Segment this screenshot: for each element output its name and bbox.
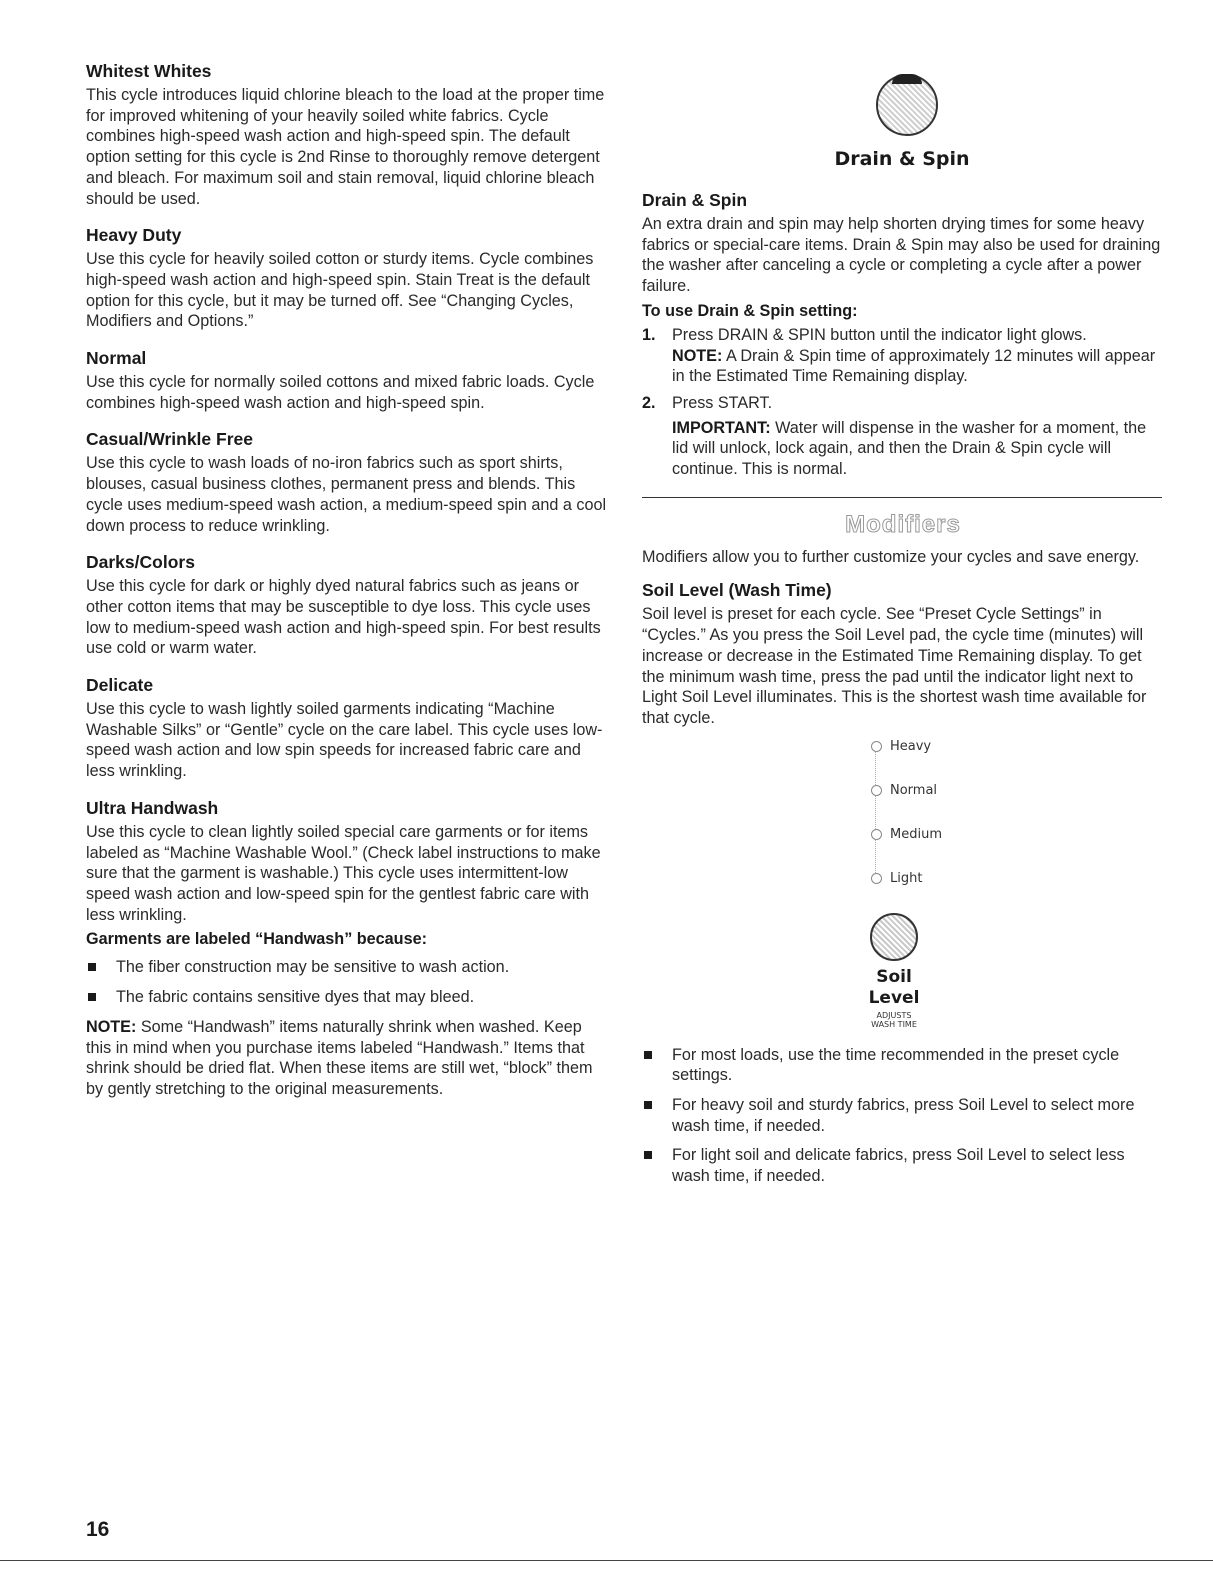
soil-level-normal (871, 783, 937, 798)
soil-level-figure (642, 735, 1164, 1045)
list-item-text: The fiber construction may be sensitive to wash action. (116, 958, 510, 977)
soil-level-label: Medium (890, 826, 942, 842)
note-text: Some “Handwash” items naturally shrink when washed. Keep this in mind when you purchase items labeled “Handwash.” Items that shrink should be dried flat. When these items are still wet, “block” them by gently stretching to the original measurements. (86, 1017, 593, 1098)
step-text: Press START. (672, 393, 773, 412)
section-heading: Delicate (86, 675, 154, 696)
step-item (642, 325, 1164, 387)
bullet-icon (88, 963, 96, 971)
soil-level-track (875, 745, 876, 877)
note-label: NOTE: (672, 346, 723, 365)
section-text: Use this cycle to wash loads of no-iron fabrics such as sport shirts, blouses, casual business clothes, permanent press and blends. This cycle uses medium-speed wash action, a medium-speed spin and a cool down process to reduce wrinkling. (86, 454, 607, 535)
list-item-text: The fabric contains sensitive dyes that may bleed. (116, 988, 475, 1007)
indicator-light-icon (871, 873, 882, 884)
note-text: Water will dispense in the washer for a moment, the lid will unlock, lock again, and then the Drain & Spin cycle will continue. This is normal. (672, 418, 1147, 479)
list-item-text: For light soil and delicate fabrics, press Soil Level to select less wash time, if needed. (672, 1146, 1125, 1186)
note-text: A Drain & Spin time of approximately 12 minutes will appear in the Estimated Time Remaining display. (672, 346, 1156, 386)
section-casual-wrinkle-free (86, 428, 608, 536)
divider (642, 497, 1162, 498)
section-text: Use this cycle to clean lightly soiled special care garments or for items labeled as “Machine Washable Wool.” (Check label instructions to make sure that the garment is washable.) This cycle uses intermittent-low speed wash action and low-speed spin for the gentlest fabric care with less wrinkling. (86, 822, 601, 924)
section-heading: Darks/Colors (86, 552, 195, 573)
handwash-note (86, 1017, 608, 1100)
soil-level-medium (871, 827, 942, 842)
step-number: 2. (642, 393, 656, 412)
soil-level-knob-icon (870, 913, 918, 961)
section-ultra-handwash (86, 797, 608, 926)
soil-level-bullet-list (642, 1045, 1164, 1187)
section-heading: Drain & Spin (642, 190, 748, 210)
section-darks-colors (86, 551, 608, 659)
section-heavy-duty (86, 224, 608, 332)
section-heading: Ultra Handwash (86, 797, 219, 818)
drain-spin-figure (752, 64, 1052, 189)
section-text: This cycle introduces liquid chlorine bleach to the load at the proper time for improved whitening of your heavily soiled white fabrics. Cycle combines high-speed wash action and high-speed spin. The default option setting for this cycle is 2nd Rinse to thoroughly remove detergent and bleach. For maximum soil and stain removal, liquid chlorine bleach should be used. (86, 86, 605, 208)
bottom-rule (0, 1560, 1213, 1561)
drain-spin-figure-label: Drain & Spin (834, 148, 970, 170)
list-item (642, 1145, 1164, 1186)
list-item (86, 987, 608, 1008)
step-number: 1. (642, 325, 656, 344)
section-text: Use this cycle for heavily soiled cotton or sturdy items. Cycle combines high-speed wash action and high-speed spin. Stain Treat is the default option for this cycle, but it may be turned off. See “Changing Cycles, Modifiers and Options.” (86, 250, 594, 331)
list-item-text: For most loads, use the time recommended in the preset cycle settings. (672, 1045, 1120, 1085)
note-label: IMPORTANT: (672, 418, 771, 437)
drain-spin-steps (642, 325, 1164, 480)
section-heading: Whitest Whites (86, 61, 212, 81)
section-normal (86, 347, 608, 413)
soil-level-label: Light (890, 870, 923, 886)
indicator-light-icon (871, 741, 882, 752)
indicator-light-icon (871, 785, 882, 796)
soil-knob-sublabel: ADJUSTS (876, 1010, 912, 1020)
section-heading: Heavy Duty (86, 225, 182, 246)
section-whitest-whites (86, 60, 608, 209)
modifiers-intro: Modifiers allow you to further customize your cycles and save energy. (642, 547, 1140, 566)
bullet-icon (644, 1101, 652, 1109)
soil-knob-sublabel: WASH TIME (871, 1019, 917, 1029)
note-label: NOTE: (86, 1017, 137, 1036)
section-drain-spin (642, 189, 1164, 297)
section-text: Use this cycle for dark or highly dyed natural fabrics such as jeans or other cotton items that may be susceptible to dye loss. This cycle uses low to medium-speed wash action and high-speed spin. For best results use cold or warm water. (86, 577, 601, 658)
soil-knob-label: Level (868, 987, 920, 1008)
handwash-subhead: Garments are labeled “Handwash” because: (86, 930, 427, 949)
bullet-icon (88, 993, 96, 1001)
left-column (86, 60, 608, 1100)
step-item (642, 393, 1164, 480)
soil-level-label: Heavy (890, 738, 932, 754)
section-heading: Casual/Wrinkle Free (86, 429, 253, 450)
step-note (672, 346, 1164, 387)
modifiers-title: Modifiers (845, 510, 961, 538)
soil-level-label: Normal (890, 782, 938, 798)
section-delicate (86, 674, 608, 782)
drain-spin-knob-icon (876, 74, 938, 136)
section-text: An extra drain and spin may help shorten drying times for some heavy fabrics or special-care items. Drain & Spin may also be used for draining the washer after canceling a cycle or completing a cycle after a power failure. (642, 215, 1161, 296)
handwash-bullet-list (86, 957, 608, 1007)
section-heading: Normal (86, 348, 147, 369)
section-heading: Soil Level (Wash Time) (642, 580, 832, 601)
section-text: Use this cycle to wash lightly soiled garments indicating “Machine Washable Silks” or “Gentle” cycle on the care label. This cycle uses low-speed wash action and low spin speeds for increased fabric care and less wrinkling. (86, 700, 603, 781)
step-note (672, 418, 1164, 480)
section-soil-level (642, 579, 1164, 728)
section-text: Soil level is preset for each cycle. See “Preset Cycle Settings” in “Cycles.” As you press the Soil Level pad, the cycle time (minutes) will increase or decrease in the Estimated Time Remaining display. To get the minimum wash time, press the pad until the indicator light next to Light Soil Level illuminates. This is the shortest wash time available for that cycle. (642, 605, 1147, 727)
section-text: Use this cycle for normally soiled cottons and mixed fabric loads. Cycle combines high-speed wash action and high-speed spin. (86, 373, 595, 412)
list-item-text: For heavy soil and sturdy fabrics, press Soil Level to select more wash time, if needed. (672, 1096, 1135, 1135)
list-item (642, 1045, 1164, 1086)
soil-knob-label: Soil (876, 966, 912, 987)
bullet-icon (644, 1151, 652, 1159)
drain-spin-subhead: To use Drain & Spin setting: (642, 301, 858, 320)
step-text: Press DRAIN & SPIN button until the indicator light glows. (672, 325, 1087, 344)
soil-level-light (871, 871, 922, 886)
bullet-icon (644, 1051, 652, 1059)
right-column (642, 62, 1164, 1196)
indicator-light-icon (871, 829, 882, 840)
soil-level-heavy (871, 739, 931, 754)
list-item (642, 1095, 1164, 1136)
page-number: 16 (86, 1518, 110, 1541)
list-item (86, 957, 608, 978)
